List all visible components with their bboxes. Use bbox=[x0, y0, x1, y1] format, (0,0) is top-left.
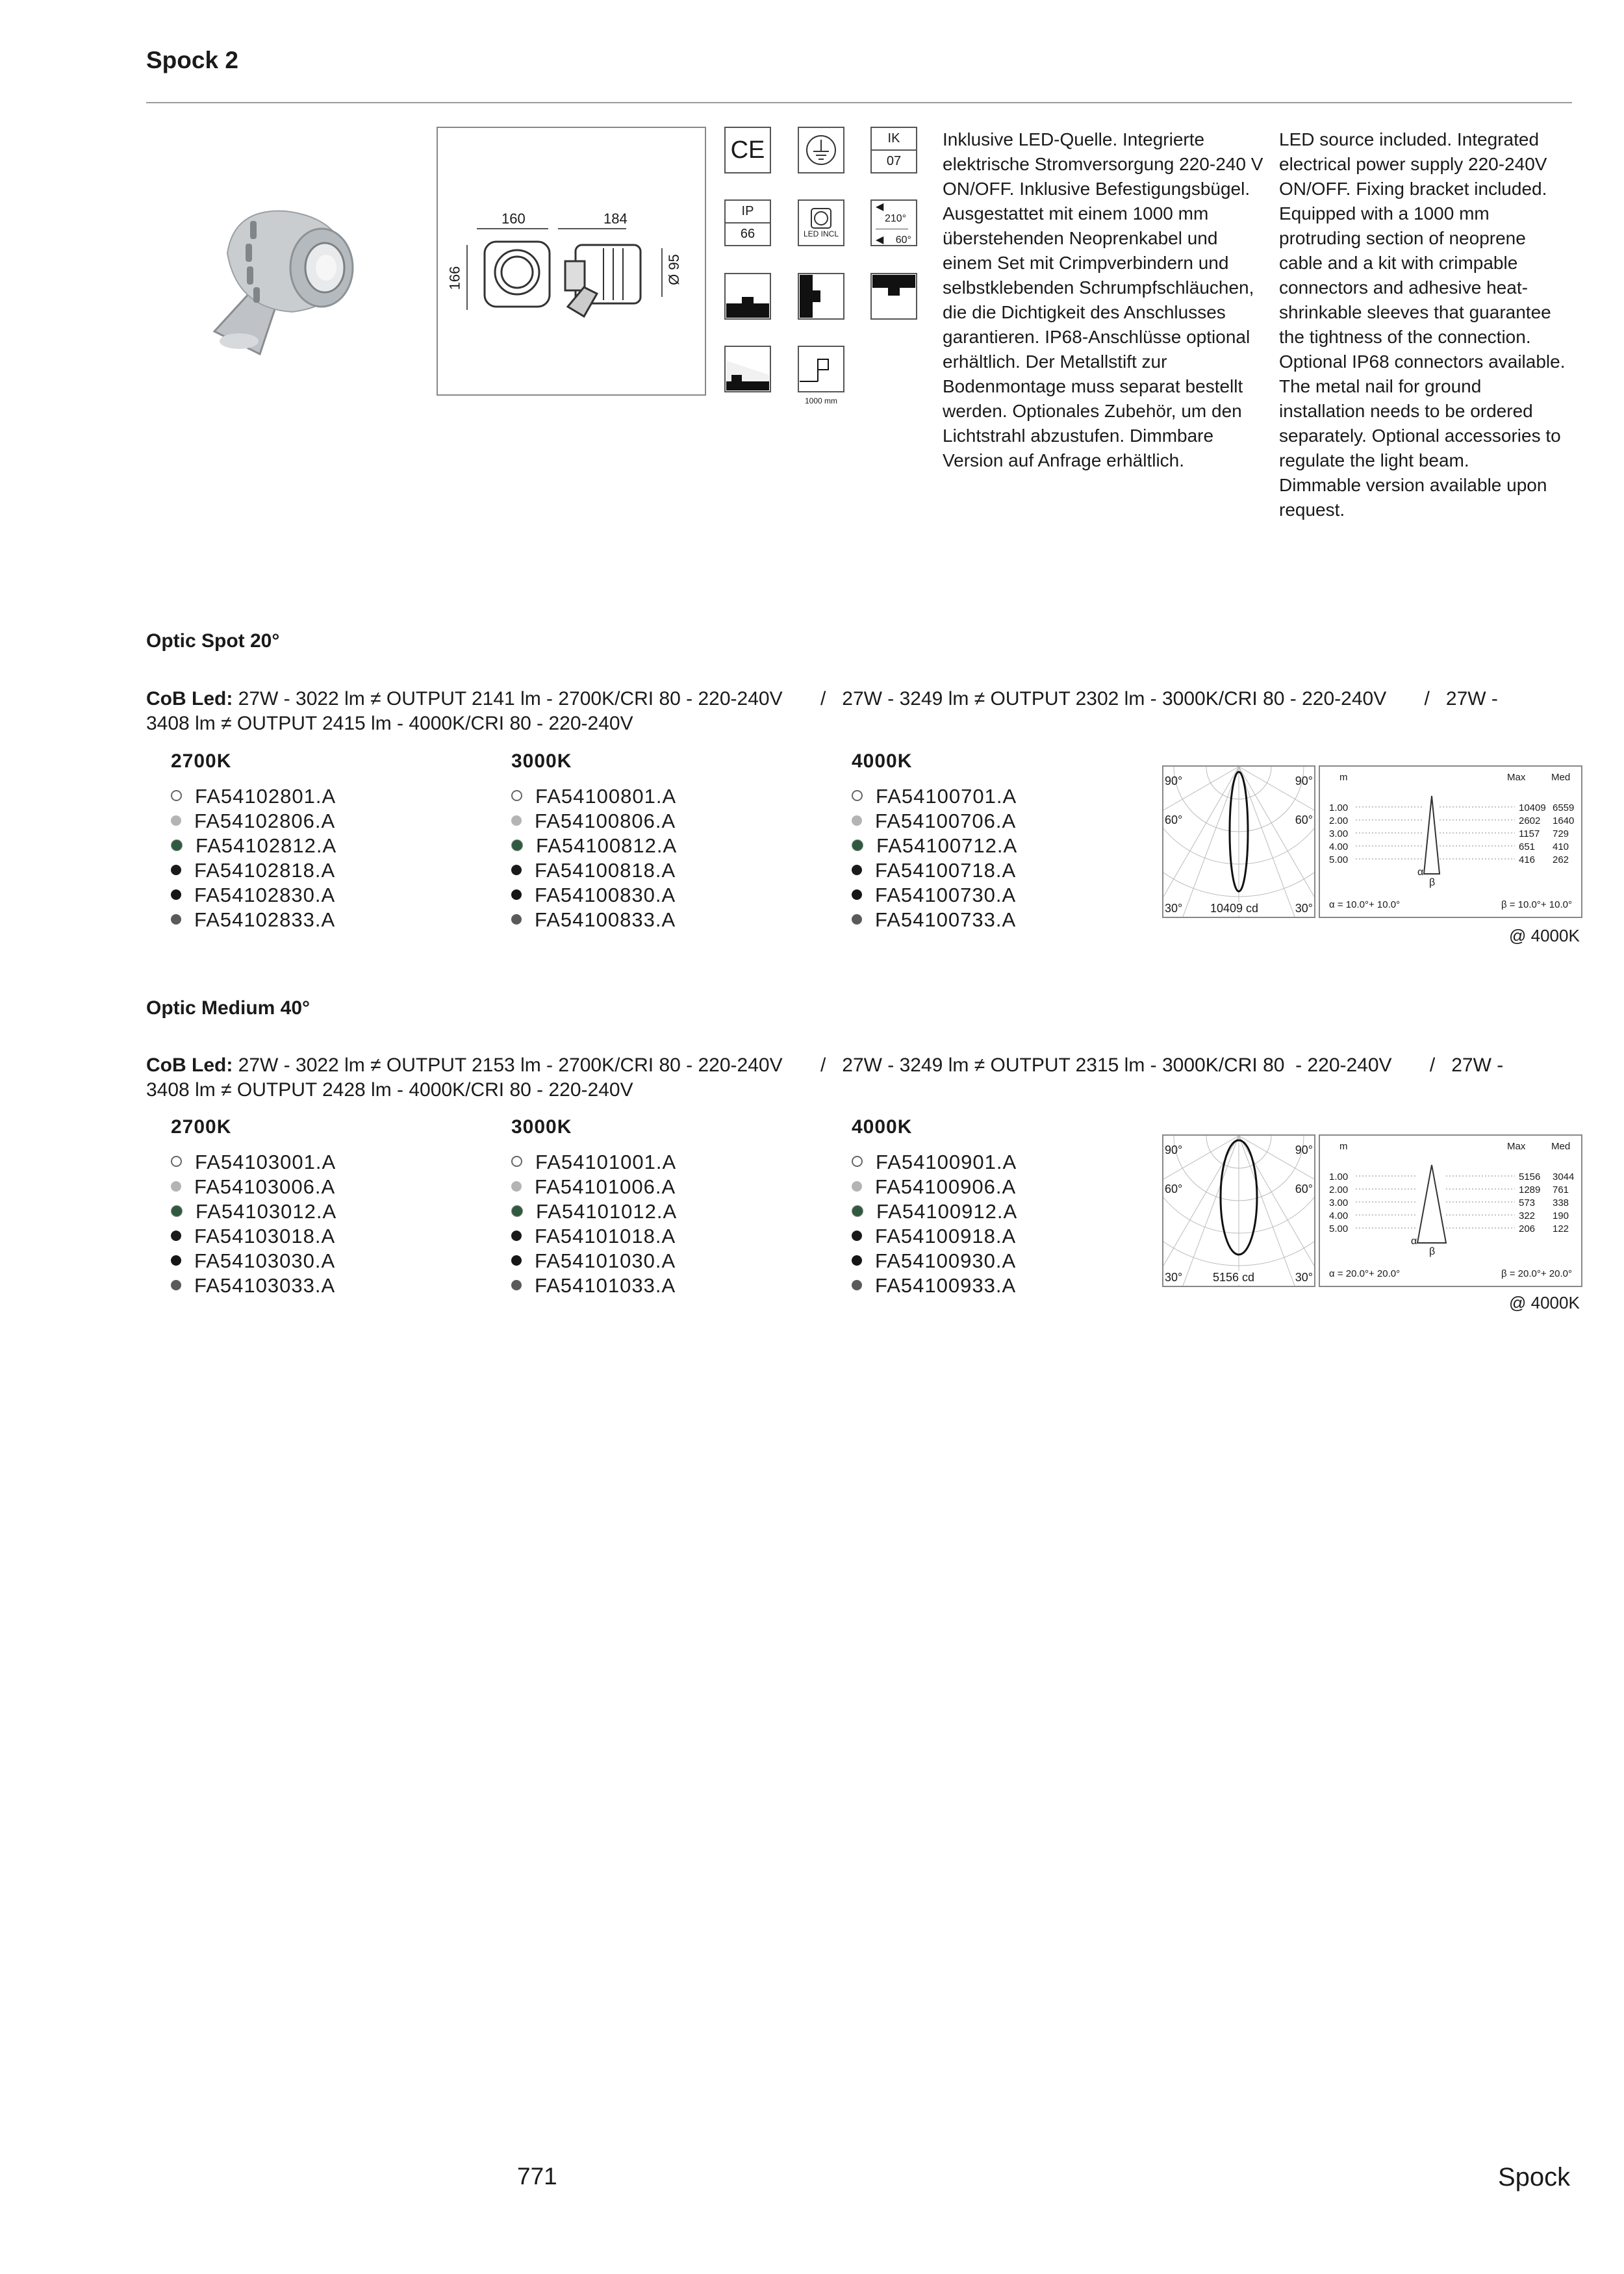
code-row bbox=[171, 1224, 336, 1249]
led-included-icon bbox=[798, 199, 844, 246]
isolux-max-values bbox=[1519, 802, 1546, 867]
finish-grey-dot bbox=[171, 1181, 181, 1192]
isolux-max: 206 bbox=[1519, 1223, 1536, 1234]
isolux-distance: 1.00 bbox=[1329, 802, 1349, 813]
description-en-dimmable: Dimmable version available upon request. bbox=[1279, 475, 1547, 520]
dim-length: 184 bbox=[603, 211, 628, 227]
tilt-top-label: 210° bbox=[885, 212, 907, 224]
isolux-med-values bbox=[1553, 802, 1574, 867]
finish-dark-dot bbox=[511, 1255, 522, 1266]
code-row bbox=[852, 1273, 1017, 1298]
code-row bbox=[171, 809, 336, 834]
code-column-4000k bbox=[852, 1116, 1017, 1298]
isolux-max: 5156 bbox=[1519, 1171, 1541, 1182]
isolux-med: 6559 bbox=[1553, 802, 1575, 813]
product-code: FA54100812.A bbox=[536, 834, 678, 857]
isolux-distance: 3.00 bbox=[1329, 828, 1349, 839]
isolux-med-label: Med bbox=[1551, 772, 1571, 783]
code-row bbox=[852, 1199, 1017, 1224]
code-row bbox=[852, 883, 1017, 908]
column-header: 4000K bbox=[852, 1116, 913, 1138]
finish-dark-dot bbox=[852, 1255, 862, 1266]
isolux-max-label: Max bbox=[1507, 772, 1526, 783]
finish-white-dot bbox=[511, 1156, 522, 1167]
product-code: FA54102812.A bbox=[196, 834, 337, 857]
finish-darkgrey-dot bbox=[852, 914, 862, 925]
finish-black-dot bbox=[511, 1231, 522, 1241]
cob-line-1: 27W - 3022 lm ≠ OUTPUT 2141 lm - 2700K/CRI 80 - 220-240V / 27W - 3249 lm ≠ OUTPUT 2302 lm - 3000K/CRI 80 - 220-240V / 27W - bbox=[233, 688, 1498, 709]
product-code: FA54102818.A bbox=[194, 859, 336, 882]
code-row bbox=[852, 1175, 1017, 1199]
polar-angle-bottom-right: 30° bbox=[1295, 1271, 1313, 1284]
product-code: FA54100918.A bbox=[875, 1225, 1017, 1247]
isolux-table bbox=[1319, 1134, 1582, 1287]
code-column-3000k bbox=[511, 1116, 677, 1298]
code-row bbox=[171, 1273, 336, 1298]
finish-white-dot bbox=[171, 790, 182, 801]
finish-white-dot bbox=[852, 790, 863, 801]
product-code: FA54100733.A bbox=[875, 908, 1017, 931]
code-row bbox=[171, 858, 336, 883]
isolux-med: 761 bbox=[1553, 1184, 1569, 1195]
product-code: FA54100830.A bbox=[535, 884, 676, 906]
finish-dark-dot bbox=[171, 889, 181, 900]
product-code: FA54101006.A bbox=[535, 1175, 676, 1198]
ik-label: IK bbox=[872, 128, 916, 151]
isolux-m-label: m bbox=[1339, 1141, 1348, 1152]
isolux-med: 3044 bbox=[1553, 1171, 1575, 1182]
finish-darkgrey-dot bbox=[171, 1280, 181, 1290]
column-header: 4000K bbox=[852, 750, 913, 772]
cable-length-icon bbox=[798, 346, 844, 392]
product-image bbox=[188, 195, 370, 357]
ip-label: IP bbox=[726, 201, 770, 224]
dim-height: 166 bbox=[446, 266, 463, 290]
section-title: Optic Spot 20° bbox=[146, 630, 280, 652]
isolux-alpha: α = 10.0°+ 10.0° bbox=[1329, 899, 1401, 910]
code-row bbox=[511, 809, 677, 834]
code-row bbox=[511, 1224, 677, 1249]
isolux-alpha-symbol: α bbox=[1411, 1236, 1417, 1247]
code-column-2700k bbox=[171, 750, 336, 932]
isolux-beta: β = 10.0°+ 10.0° bbox=[1501, 899, 1572, 910]
led-incl-label: LED INCL bbox=[803, 229, 839, 238]
isolux-med-values bbox=[1553, 1171, 1574, 1236]
column-header: 2700K bbox=[171, 750, 232, 772]
tilt-bottom-label: 60° bbox=[895, 234, 911, 246]
code-row bbox=[171, 1150, 336, 1175]
column-header: 3000K bbox=[511, 750, 572, 772]
finish-black-dot bbox=[852, 865, 862, 875]
code-row bbox=[511, 1175, 677, 1199]
product-code: FA54100712.A bbox=[876, 834, 1018, 857]
isolux-alpha-symbol: α bbox=[1417, 867, 1424, 878]
finish-black-dot bbox=[511, 865, 522, 875]
isolux-max: 10409 bbox=[1519, 802, 1546, 813]
polar-angle-top-right: 90° bbox=[1295, 1143, 1313, 1156]
isolux-distance: 4.00 bbox=[1329, 841, 1349, 852]
code-column-4000k bbox=[852, 750, 1017, 932]
isolux-med: 1640 bbox=[1553, 815, 1575, 826]
isolux-max: 416 bbox=[1519, 854, 1536, 865]
polar-candela: 5156 cd bbox=[1213, 1271, 1255, 1284]
finish-green-dot bbox=[852, 1205, 863, 1217]
finish-grey-dot bbox=[852, 815, 862, 826]
polar-diagram bbox=[1162, 1134, 1315, 1287]
finish-white-dot bbox=[852, 1156, 863, 1167]
code-row bbox=[852, 834, 1017, 858]
tilt-angle-icon: ◀ 210° ◀ 60° bbox=[870, 199, 917, 246]
isolux-med: 262 bbox=[1553, 854, 1569, 865]
ip-value: 66 bbox=[740, 227, 755, 241]
product-code: FA54101018.A bbox=[535, 1225, 676, 1247]
ik-value: 07 bbox=[886, 154, 902, 168]
code-row bbox=[511, 784, 677, 809]
code-row bbox=[511, 908, 677, 932]
code-column-3000k bbox=[511, 750, 677, 932]
isolux-med: 338 bbox=[1553, 1197, 1569, 1208]
finish-darkgrey-dot bbox=[511, 1280, 522, 1290]
product-code: FA54100818.A bbox=[535, 859, 676, 882]
polar-angle-mid-left: 60° bbox=[1165, 1182, 1183, 1195]
isolux-max: 651 bbox=[1519, 841, 1536, 852]
polar-angle-top-left: 90° bbox=[1165, 774, 1183, 787]
isolux-med-label: Med bbox=[1551, 1141, 1571, 1152]
description-en bbox=[1279, 127, 1571, 522]
code-row bbox=[511, 883, 677, 908]
finish-black-dot bbox=[852, 1231, 862, 1241]
page-title: Spock 2 bbox=[146, 47, 238, 73]
code-row bbox=[511, 858, 677, 883]
dim-diameter: Ø 95 bbox=[665, 254, 682, 285]
isolux-distance: 1.00 bbox=[1329, 1171, 1349, 1182]
isolux-distances bbox=[1329, 1171, 1348, 1236]
product-code: FA54103012.A bbox=[196, 1200, 337, 1223]
polar-angle-bottom-left: 30° bbox=[1165, 902, 1183, 915]
isolux-table bbox=[1319, 765, 1582, 918]
finish-darkgrey-dot bbox=[511, 914, 522, 925]
product-code: FA54100933.A bbox=[875, 1274, 1017, 1297]
code-row bbox=[852, 784, 1017, 809]
finish-black-dot bbox=[171, 1231, 181, 1241]
measure-note: @ 4000K bbox=[1509, 1293, 1580, 1312]
isolux-distance: 2.00 bbox=[1329, 815, 1349, 826]
product-code: FA54102830.A bbox=[194, 884, 336, 906]
code-column-2700k bbox=[171, 1116, 336, 1298]
finish-green-dot bbox=[511, 1205, 523, 1217]
product-code: FA54100833.A bbox=[535, 908, 676, 931]
product-code: FA54100718.A bbox=[875, 859, 1017, 882]
polar-angle-top-left: 90° bbox=[1165, 1143, 1183, 1156]
finish-darkgrey-dot bbox=[171, 914, 181, 925]
code-row bbox=[852, 908, 1017, 932]
finish-grey-dot bbox=[511, 1181, 522, 1192]
ground-install-icon bbox=[724, 273, 771, 320]
isolux-m-label: m bbox=[1339, 772, 1348, 783]
isolux-distance: 3.00 bbox=[1329, 1197, 1349, 1208]
code-row bbox=[171, 784, 336, 809]
product-code: FA54100901.A bbox=[876, 1151, 1017, 1173]
code-row bbox=[171, 834, 336, 858]
isolux-max-label: Max bbox=[1507, 1141, 1526, 1152]
product-code: FA54102806.A bbox=[194, 810, 336, 832]
finish-darkgrey-dot bbox=[852, 1280, 862, 1290]
finish-dark-dot bbox=[171, 1255, 181, 1266]
finish-dark-dot bbox=[852, 889, 862, 900]
product-code: FA54103030.A bbox=[194, 1249, 336, 1272]
code-row bbox=[171, 883, 336, 908]
cob-spec bbox=[146, 687, 1569, 736]
product-code: FA54103033.A bbox=[194, 1274, 336, 1297]
isolux-distance: 2.00 bbox=[1329, 1184, 1349, 1195]
code-row bbox=[171, 1249, 336, 1273]
ground-icon bbox=[798, 127, 844, 173]
isolux-beta-symbol: β bbox=[1429, 877, 1436, 888]
ce-mark-icon: CE bbox=[724, 127, 771, 173]
product-code: FA54101030.A bbox=[535, 1249, 676, 1272]
finish-green-dot bbox=[171, 839, 183, 851]
finish-white-dot bbox=[511, 790, 522, 801]
product-code: FA54100906.A bbox=[875, 1175, 1017, 1198]
isolux-med: 729 bbox=[1553, 828, 1569, 839]
code-row bbox=[852, 809, 1017, 834]
isolux-beta: β = 20.0°+ 20.0° bbox=[1501, 1268, 1572, 1279]
polar-angle-mid-right: 60° bbox=[1295, 813, 1313, 826]
product-code: FA54102833.A bbox=[194, 908, 336, 931]
cob-line-2: 3408 lm ≠ OUTPUT 2428 lm - 4000K/CRI 80 - 220-240V bbox=[146, 1079, 633, 1101]
product-code: FA54101001.A bbox=[535, 1151, 677, 1173]
isolux-max: 1157 bbox=[1519, 828, 1540, 839]
recessed-install-icon bbox=[724, 346, 771, 392]
code-row bbox=[511, 1199, 677, 1224]
code-row bbox=[171, 1199, 336, 1224]
code-row bbox=[511, 1273, 677, 1298]
footer-product-name: Spock bbox=[1498, 2163, 1571, 2191]
isolux-alpha: α = 20.0°+ 20.0° bbox=[1329, 1268, 1401, 1279]
code-row bbox=[852, 1224, 1017, 1249]
wall-install-icon bbox=[798, 273, 844, 320]
section-title: Optic Medium 40° bbox=[146, 997, 311, 1019]
code-row bbox=[511, 834, 677, 858]
technical-drawing bbox=[437, 127, 706, 396]
isolux-max: 2602 bbox=[1519, 815, 1541, 826]
product-code: FA54102801.A bbox=[195, 785, 336, 808]
polar-candela: 10409 cd bbox=[1210, 902, 1259, 915]
isolux-beta-symbol: β bbox=[1429, 1246, 1436, 1257]
cob-spec bbox=[146, 1053, 1569, 1103]
cable-length-label: 1000 mm bbox=[804, 396, 838, 405]
cob-line-2: 3408 lm ≠ OUTPUT 2415 lm - 4000K/CRI 80 - 220-240V bbox=[146, 713, 633, 734]
finish-black-dot bbox=[171, 865, 181, 875]
finish-green-dot bbox=[171, 1205, 183, 1217]
polar-angle-bottom-right: 30° bbox=[1295, 902, 1313, 915]
cob-label: CoB Led: bbox=[146, 688, 233, 709]
product-code: FA54100706.A bbox=[875, 810, 1017, 832]
page-number: 771 bbox=[517, 2163, 557, 2190]
product-code: FA54101012.A bbox=[536, 1200, 678, 1223]
header-divider bbox=[146, 102, 1572, 103]
product-code: FA54100730.A bbox=[875, 884, 1017, 906]
isolux-med: 410 bbox=[1553, 841, 1569, 852]
code-row bbox=[852, 1150, 1017, 1175]
product-code: FA54101033.A bbox=[535, 1274, 676, 1297]
description-en-main: LED source included. Integrated electrical power supply 220-240V ON/OFF. Fixing bracket included. Equipped with a 1000 mm protruding section of neoprene cable and a kit with crimpable connectors and adhesive heat-shrinkable sleeves that guarantee the tightness of the connection. Optional IP68 connectors available. The metal nail for ground installation needs to be ordered separately. Optional accessories to regulate the light beam. bbox=[1279, 129, 1566, 470]
ceiling-install-icon bbox=[870, 273, 917, 320]
cob-label: CoB Led: bbox=[146, 1054, 233, 1076]
polar-angle-mid-left: 60° bbox=[1165, 813, 1183, 826]
finish-green-dot bbox=[511, 839, 523, 851]
finish-green-dot bbox=[852, 839, 863, 851]
finish-dark-dot bbox=[511, 889, 522, 900]
isolux-distance: 5.00 bbox=[1329, 854, 1349, 865]
product-code: FA54100912.A bbox=[876, 1200, 1018, 1223]
isolux-med: 122 bbox=[1553, 1223, 1569, 1234]
product-code: FA54100930.A bbox=[875, 1249, 1017, 1272]
measure-note: @ 4000K bbox=[1509, 926, 1580, 945]
polar-angle-top-right: 90° bbox=[1295, 774, 1313, 787]
code-row bbox=[171, 1175, 336, 1199]
dim-width: 160 bbox=[501, 211, 526, 227]
polar-angle-bottom-left: 30° bbox=[1165, 1271, 1183, 1284]
code-row bbox=[511, 1150, 677, 1175]
finish-grey-dot bbox=[852, 1181, 862, 1192]
column-header: 3000K bbox=[511, 1116, 572, 1138]
product-code: FA54100701.A bbox=[876, 785, 1017, 808]
code-row bbox=[171, 908, 336, 932]
column-header: 2700K bbox=[171, 1116, 232, 1138]
isolux-distance: 4.00 bbox=[1329, 1210, 1349, 1221]
cob-line-1: 27W - 3022 lm ≠ OUTPUT 2153 lm - 2700K/CRI 80 - 220-240V / 27W - 3249 lm ≠ OUTPUT 2315 lm - 3000K/CRI 80 - 220-240V / 27W - bbox=[233, 1054, 1504, 1076]
polar-angle-mid-right: 60° bbox=[1295, 1182, 1313, 1195]
product-code: FA54100806.A bbox=[535, 810, 676, 832]
finish-grey-dot bbox=[171, 815, 181, 826]
ip-rating-icon bbox=[724, 199, 771, 246]
finish-grey-dot bbox=[511, 815, 522, 826]
code-row bbox=[852, 858, 1017, 883]
isolux-distances bbox=[1329, 802, 1348, 867]
isolux-max-values bbox=[1519, 1171, 1540, 1236]
finish-white-dot bbox=[171, 1156, 182, 1167]
ik-rating-icon bbox=[870, 127, 917, 173]
code-row bbox=[852, 1249, 1017, 1273]
product-code: FA54103006.A bbox=[194, 1175, 336, 1198]
isolux-max: 573 bbox=[1519, 1197, 1536, 1208]
isolux-distance: 5.00 bbox=[1329, 1223, 1349, 1234]
description-de: Inklusive LED-Quelle. Integrierte elektrische Stromversorgung 220-240 V ON/OFF. Inklusive Befestigungsbügel. Ausgestattet mit einem 1000 mm überstehenden Neoprenkabel und einem Set mit Crimpverbindern und selbstklebenden Schrumpfschläuchen, die die Dichtigkeit des Anschlusses garantieren. IP68-Anschlüsse optional erhältlich. Der Metallstift zur Bodenmontage muss separat bestellt werden. Optionales Zubehör, um den Lichtstrahl abzustufen. Dimmbare Version auf Anfrage erhältlich. bbox=[943, 129, 1263, 470]
polar-diagram bbox=[1162, 765, 1315, 918]
product-code: FA54103001.A bbox=[195, 1151, 336, 1173]
isolux-max: 1289 bbox=[1519, 1184, 1541, 1195]
product-code: FA54103018.A bbox=[194, 1225, 336, 1247]
isolux-med: 190 bbox=[1553, 1210, 1569, 1221]
code-row bbox=[511, 1249, 677, 1273]
isolux-max: 322 bbox=[1519, 1210, 1536, 1221]
product-code: FA54100801.A bbox=[535, 785, 677, 808]
